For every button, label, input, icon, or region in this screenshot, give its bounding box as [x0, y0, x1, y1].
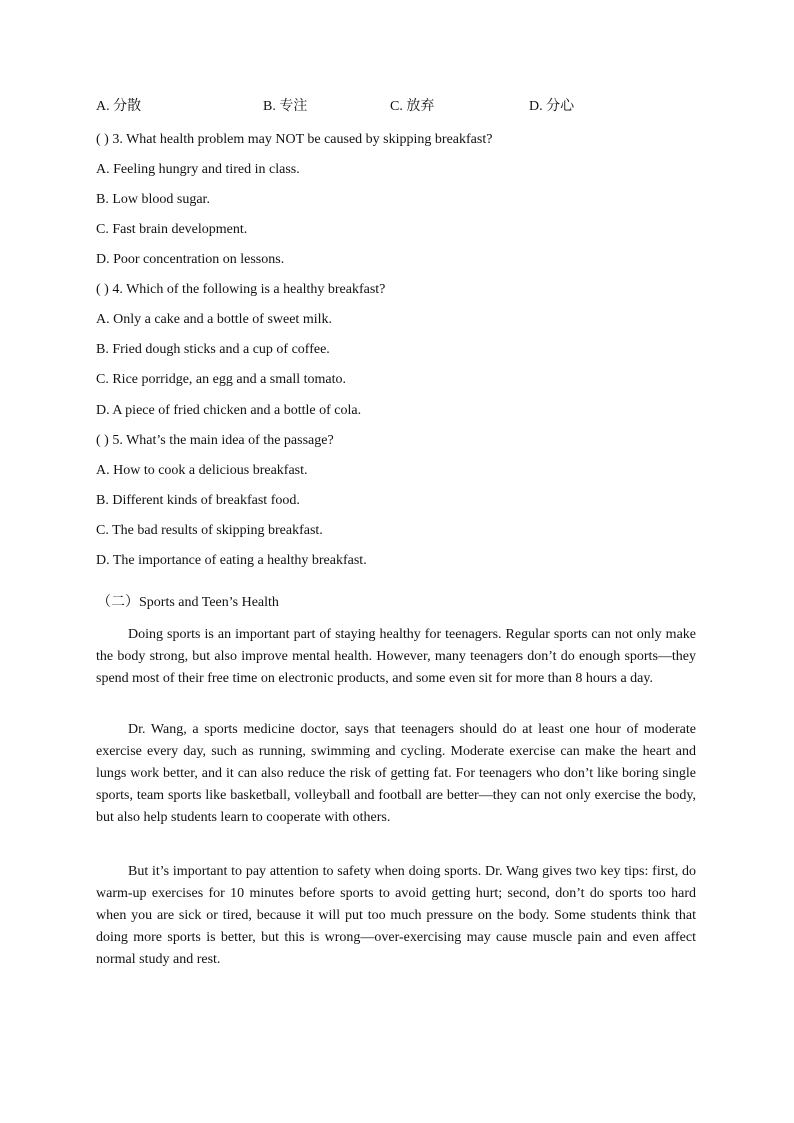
question-4-option-b: B. Fried dough sticks and a cup of coffee. — [96, 342, 330, 357]
question-4-stem: ( ) 4. Which of the following is a healthy breakfast? — [96, 282, 386, 297]
q2-option-a: A. 分散 — [96, 99, 142, 114]
q2-option-c: C. 放弃 — [390, 99, 435, 114]
question-5-option-d: D. The importance of eating a healthy breakfast. — [96, 553, 367, 568]
question-5-option-c: C. The bad results of skipping breakfast. — [96, 523, 323, 538]
question-3-stem: ( ) 3. What health problem may NOT be caused by skipping breakfast? — [96, 132, 493, 147]
section-title: （二）Sports and Teen’s Health — [97, 595, 279, 610]
q2-option-d: D. 分心 — [529, 99, 575, 114]
question-4-option-d: D. A piece of fried chicken and a bottle of cola. — [96, 403, 362, 418]
question-5-stem: ( ) 5. What’s the main idea of the passage? — [96, 433, 334, 448]
passage-paragraph-1: Doing sports is an important part of staying healthy for teenagers. Regular sports can not only make the body strong, but also improve mental health. However, many teenagers don’t do enough sports—they spend most of their free time on electronic products, and some even sit for more than 8 hours a day. — [96, 627, 696, 686]
question-5-option-a: A. How to cook a delicious breakfast. — [96, 463, 308, 478]
question-5-option-b: B. Different kinds of breakfast food. — [96, 493, 300, 508]
question-4-option-a: A. Only a cake and a bottle of sweet milk. — [96, 312, 332, 327]
question-3-option-d: D. Poor concentration on lessons. — [96, 252, 285, 267]
passage-paragraph-3: But it’s important to pay attention to safety when doing sports. Dr. Wang gives two key tips: first, do warm-up exercises for 10 minutes before sports to avoid getting hurt; second, don’t do sports too hard when you are sick or tired, because it will put too much pressure on the body. Some students think that doing more sports is better, but this is wrong—over-exercising may cause muscle pain and even affect normal study and rest. — [96, 864, 696, 967]
question-3-option-c: C. Fast brain development. — [96, 222, 248, 237]
question-3-option-b: B. Low blood sugar. — [96, 192, 210, 207]
question-4-option-c: C. Rice porridge, an egg and a small tomato. — [96, 372, 346, 387]
question-3-option-a: A. Feeling hungry and tired in class. — [96, 162, 300, 177]
q2-option-b: B. 专注 — [263, 99, 308, 114]
passage-paragraph-2: Dr. Wang, a sports medicine doctor, says that teenagers should do at least one hour of moderate exercise every day, such as running, swimming and cycling. Moderate exercise can make the heart and lungs work better, and it can also reduce the risk of getting fat. For teenagers who don’t like boring single sports, team sports like basketball, volleyball and football are better—they can not only exercise the body, but also help students learn to cooperate with others. — [96, 722, 696, 825]
